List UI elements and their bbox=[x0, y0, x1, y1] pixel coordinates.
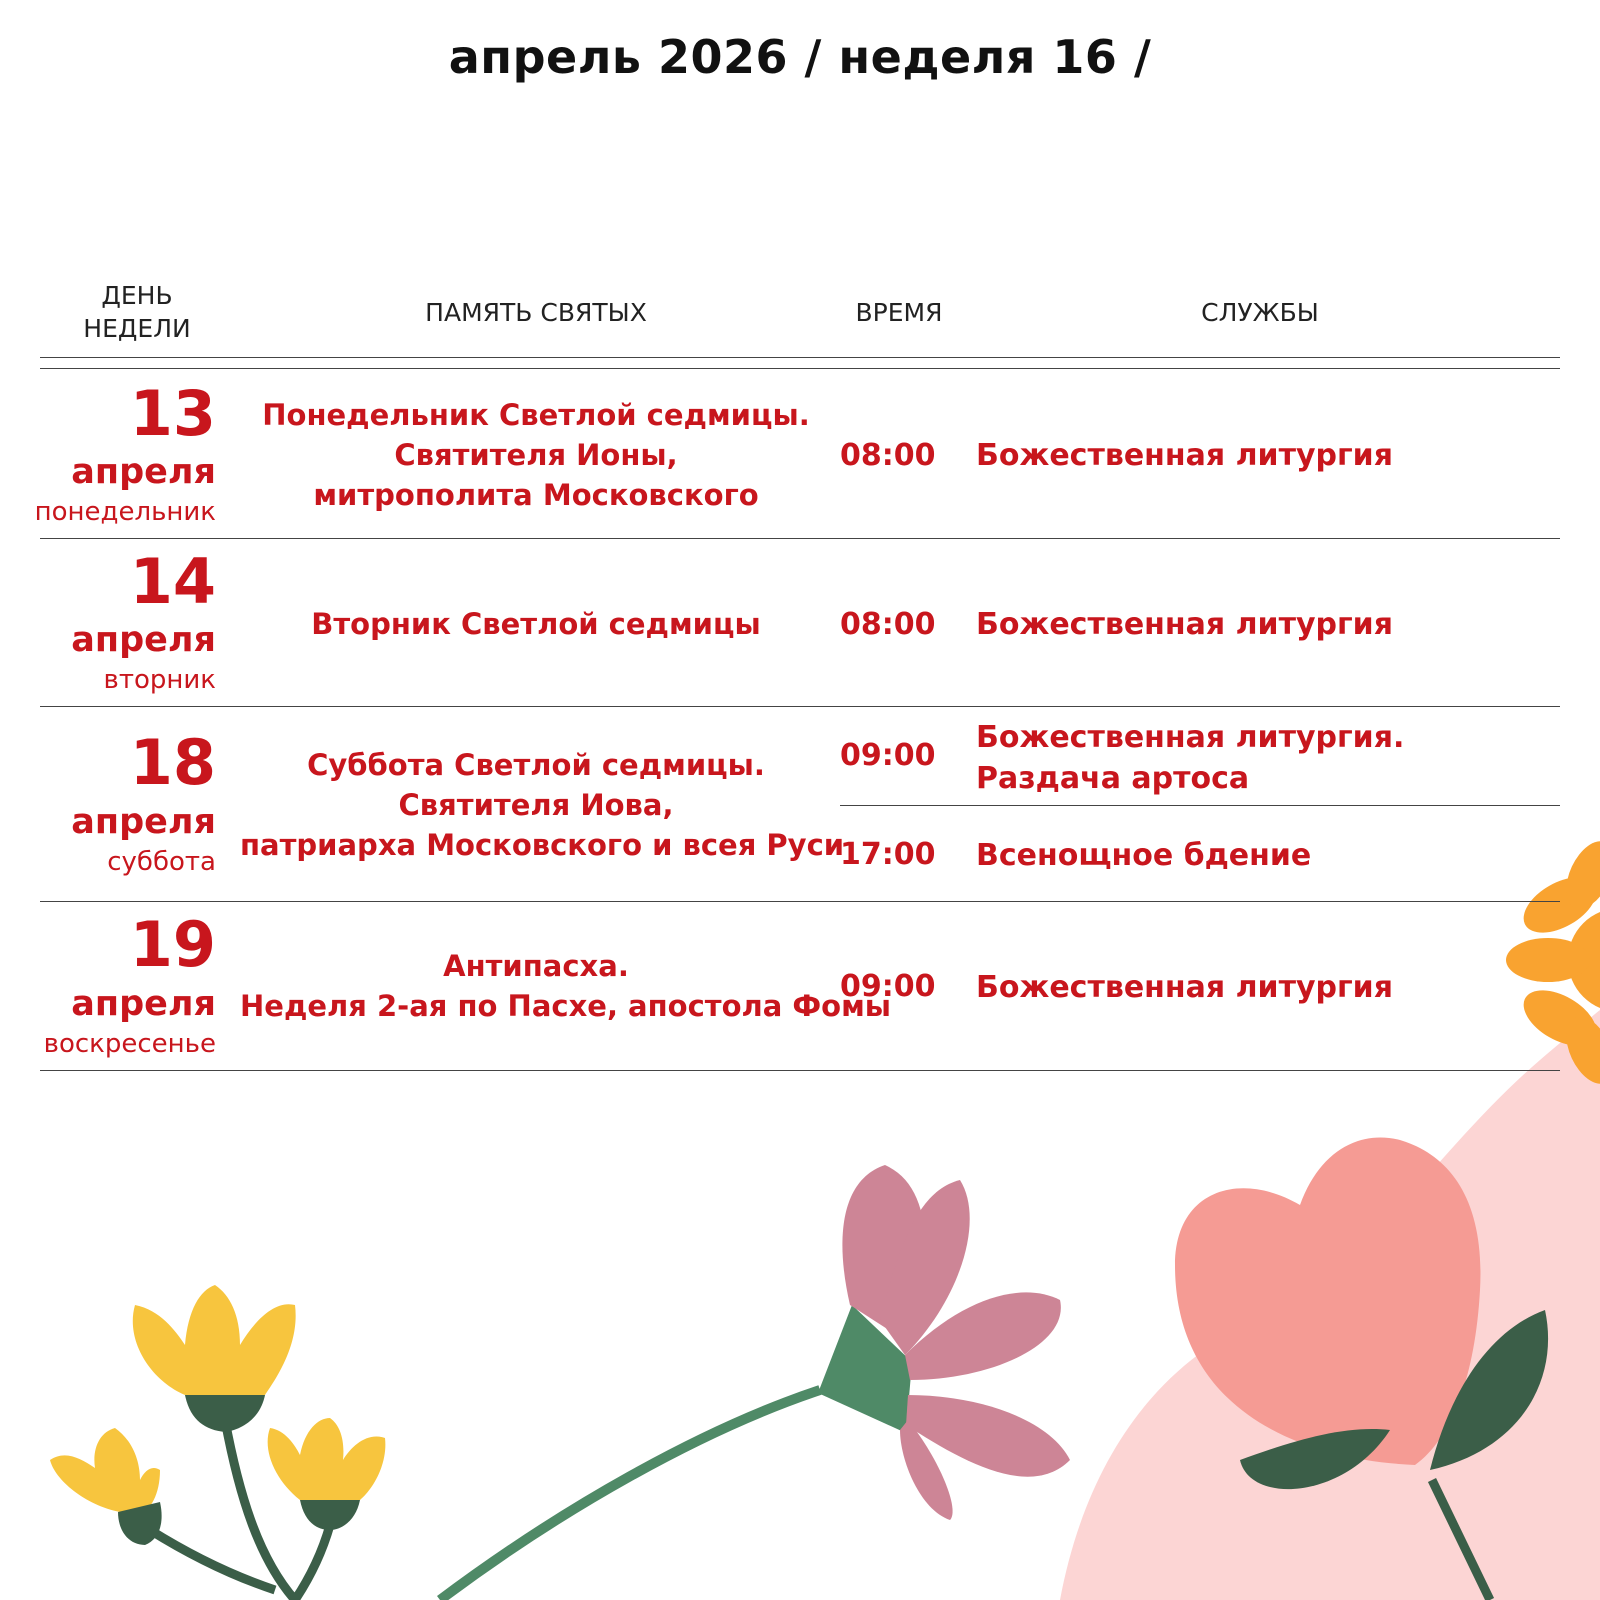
service-time: 09:00 bbox=[840, 738, 936, 773]
saints-memory bbox=[240, 745, 845, 865]
date-weekday: вторник bbox=[103, 665, 216, 695]
page-title: апрель 2026 / неделя 16 / bbox=[448, 30, 1152, 84]
saints-memory bbox=[240, 604, 832, 644]
date-day: 14 bbox=[129, 545, 216, 618]
column-header-day-line2: НЕДЕЛИ bbox=[83, 314, 191, 343]
service-name: Божественная литургия bbox=[976, 607, 1393, 642]
date-month: апреля bbox=[71, 802, 216, 842]
service-name: Всенощное бдение bbox=[976, 838, 1312, 873]
date-day: 18 bbox=[129, 726, 216, 799]
service-divider bbox=[840, 805, 1560, 806]
saints-line: Неделя 2-ая по Пасхе, апостола Фомы bbox=[240, 989, 892, 1023]
yellow-flowers-icon bbox=[50, 1285, 385, 1600]
saints-line: Понедельник Светлой седмицы. bbox=[262, 398, 810, 432]
saints-line: митрополита Московского bbox=[313, 478, 759, 512]
column-header-saints: ПАМЯТЬ СВЯТЫХ bbox=[425, 298, 647, 327]
row-divider bbox=[40, 1070, 1560, 1071]
saints-line: Вторник Светлой седмицы bbox=[311, 607, 761, 641]
date-weekday: воскресенье bbox=[43, 1029, 216, 1059]
header-divider bbox=[40, 357, 1560, 358]
date-month: апреля bbox=[71, 452, 216, 492]
saints-line: патриарха Московского и всея Руси bbox=[240, 828, 845, 862]
date-weekday: понедельник bbox=[34, 497, 216, 527]
date-month: апреля bbox=[71, 620, 216, 660]
mauve-flower-icon bbox=[440, 1165, 1070, 1600]
service-time: 17:00 bbox=[840, 837, 936, 872]
date-day: 13 bbox=[129, 377, 216, 450]
row-divider bbox=[40, 538, 1560, 539]
header-divider bbox=[40, 368, 1560, 369]
saints-memory bbox=[240, 395, 832, 515]
saints-line: Суббота Светлой седмицы. bbox=[307, 748, 765, 782]
saints-line: Антипасха. bbox=[443, 949, 629, 983]
service-time: 08:00 bbox=[840, 438, 936, 473]
column-header-time: ВРЕМЯ bbox=[855, 298, 943, 327]
date-month: апреля bbox=[71, 984, 216, 1024]
date-day: 19 bbox=[129, 908, 216, 981]
service-time: 08:00 bbox=[840, 607, 936, 642]
row-divider bbox=[40, 901, 1560, 902]
saints-line: Святителя Иова, bbox=[398, 788, 674, 822]
saints-line: Святителя Ионы, bbox=[394, 438, 678, 472]
row-divider bbox=[40, 706, 1560, 707]
service-name: Божественная литургия bbox=[976, 438, 1393, 473]
service-name: Божественная литургия bbox=[976, 970, 1393, 1005]
date-weekday: суббота bbox=[107, 847, 216, 877]
service-time: 09:00 bbox=[840, 969, 936, 1004]
column-header-services: СЛУЖБЫ bbox=[1201, 298, 1319, 327]
service-name: Божественная литургия. Раздача артоса bbox=[976, 720, 1405, 796]
column-header-day-line1: ДЕНЬ bbox=[101, 281, 173, 310]
column-header-day bbox=[62, 279, 212, 345]
